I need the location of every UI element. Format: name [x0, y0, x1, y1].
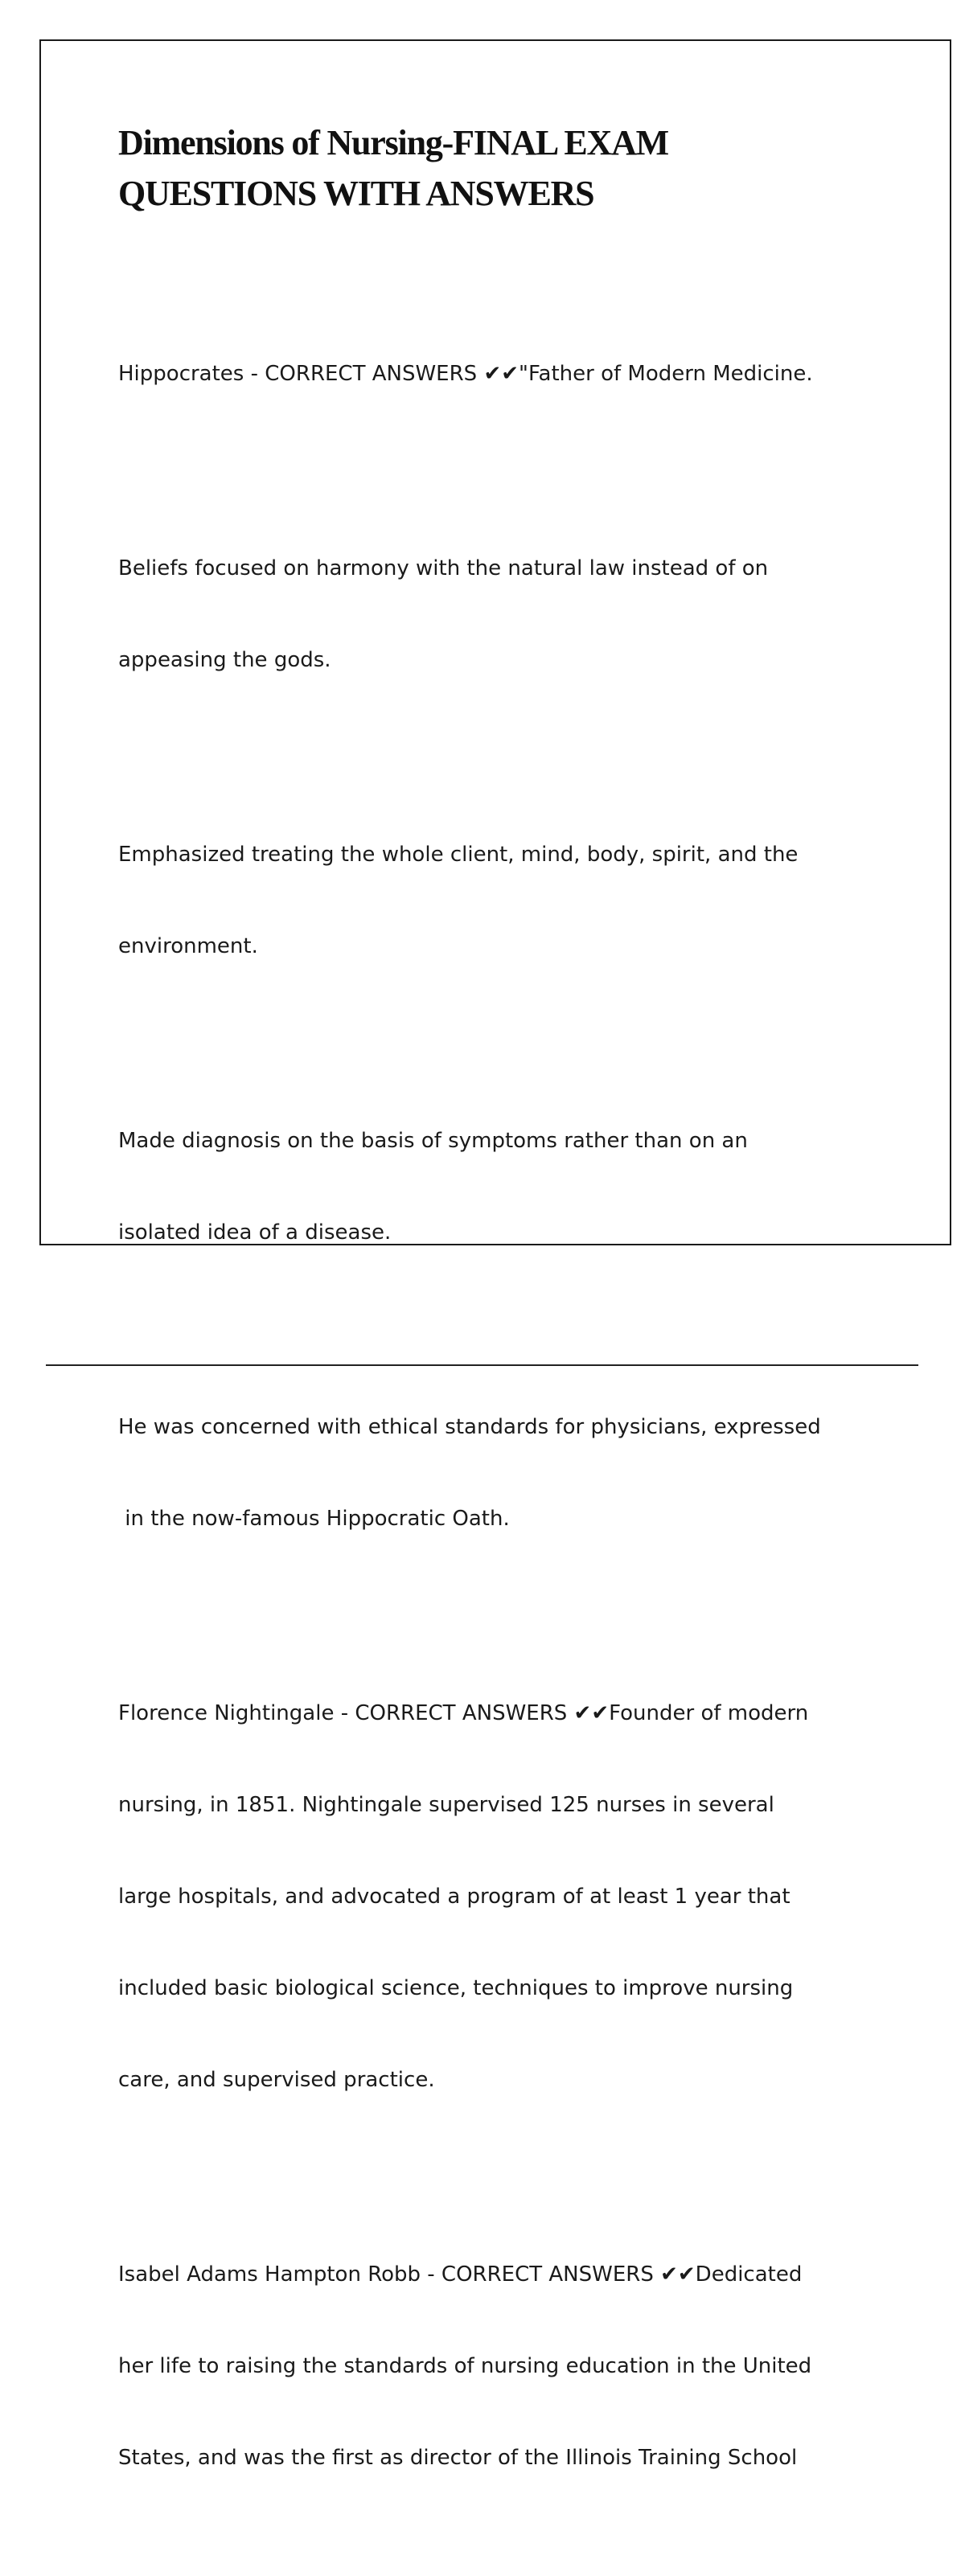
- entry-line: nursing, in 1851. Nightingale supervised 125 nurses in several: [118, 1793, 774, 1817]
- title-line: Dimensions of Nursing-FINAL EXAM: [118, 123, 668, 162]
- title-line: QUESTIONS WITH ANSWERS: [118, 174, 594, 213]
- entry-line: care, and supervised practice.: [118, 2068, 435, 2092]
- qa-entry-robb: [118, 2198, 922, 2534]
- qa-entry-ethics: [118, 1351, 922, 1595]
- entry-line: Isabel Adams Hampton Robb - CORRECT ANSWERS ✔✔Dedicated: [118, 2262, 803, 2287]
- entry-line: Florence Nightingale - CORRECT ANSWERS ✔✔Founder of modern: [118, 1701, 809, 1725]
- entry-line: large hospitals, and advocated a program of at least 1 year that: [118, 1885, 790, 1909]
- entry-line: Made diagnosis on the basis of symptoms rather than on an: [118, 1129, 748, 1153]
- entry-line: appeasing the gods.: [118, 648, 331, 672]
- entry-line: in the now-famous Hippocratic Oath.: [118, 1507, 510, 1531]
- qa-entry-hippocrates: [118, 297, 922, 450]
- entry-line: Beliefs focused on harmony with the natural law instead of on: [118, 556, 769, 580]
- footer-divider: [46, 1364, 918, 1366]
- qa-entries: [118, 297, 922, 2534]
- entry-line: Hippocrates - CORRECT ANSWERS ✔✔"Father of Modern Medicine.: [118, 362, 813, 386]
- entry-line: isolated idea of a disease.: [118, 1220, 392, 1245]
- entry-line: environment.: [118, 934, 258, 958]
- qa-entry-whole-client: [118, 778, 922, 1023]
- qa-entry-nightingale: [118, 1637, 922, 2156]
- qa-entry-diagnosis: [118, 1064, 922, 1309]
- document-content: [118, 117, 922, 2576]
- entry-line: He was concerned with ethical standards for physicians, expressed: [118, 1415, 821, 1439]
- entry-line: her life to raising the standards of nursing education in the United: [118, 2354, 812, 2378]
- document-title: [118, 117, 810, 219]
- document-page: [39, 39, 951, 2470]
- qa-entry-natural-law: [118, 492, 922, 736]
- entry-line: Emphasized treating the whole client, mind, body, spirit, and the: [118, 843, 799, 867]
- entry-line: States, and was the first as director of the Illinois Training School: [118, 2446, 798, 2470]
- entry-line: included basic biological science, techniques to improve nursing: [118, 1976, 794, 2000]
